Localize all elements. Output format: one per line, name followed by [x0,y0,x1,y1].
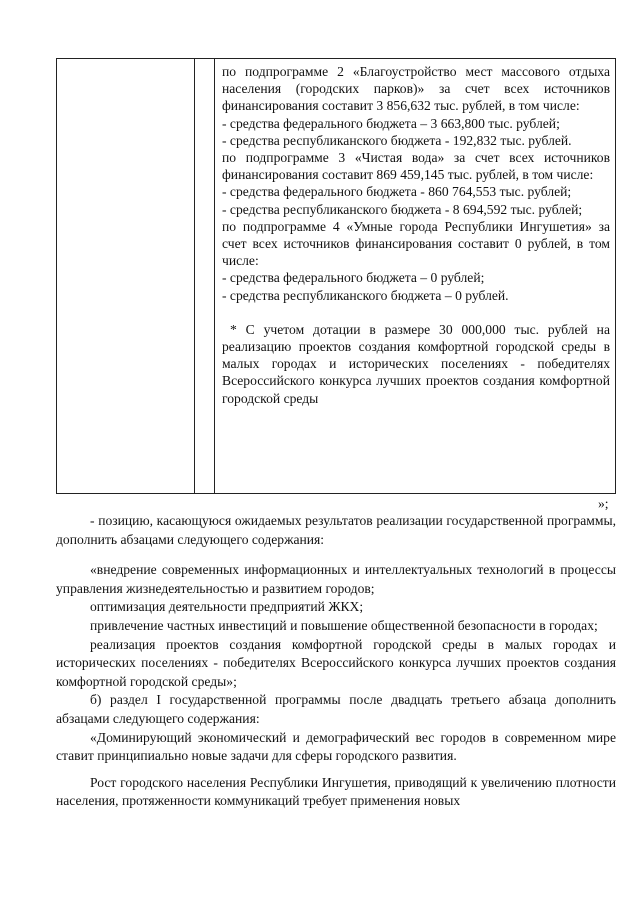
table-paragraph: - средства федерального бюджета – 3 663,800 тыс. рублей; [222,115,560,131]
table-paragraph: - средства федерального бюджета - 860 764,553 тыс. рублей; [222,184,572,200]
financing-cell-text [222,63,610,407]
body-paragraph: «Доминирующий экономический и демографический вес городов в современном мире ставит принципиально новые задачи для сферы городского развития. [56,729,616,764]
table-paragraph: по подпрограмме 2 «Благоустройство мест массового отдыха населения (городских парков)» за счет всех источников финансирования составит 3 856,632 тыс. рублей, в том числе: [222,64,610,114]
body-paragraph: «внедрение современных информационных и интеллектуальных технологий в процессы управления жизнедеятельностью и развитием городов; [56,562,616,596]
body-paragraph: привлечение частных инвестиций и повышение общественной безопасности в городах; [90,617,598,633]
document-body [56,512,616,811]
body-paragraph: Рост городского населения Республики Ингушетия, приводящий к увеличению плотности населения, протяженности коммуникаций требует применения новых [56,774,616,809]
table-paragraph: - средства республиканского бюджета - 192,832 тыс. рублей. [222,132,572,148]
table-column-divider [194,59,195,493]
table-footnote: * С учетом дотации в размере 30 000,000 тыс. рублей на реализацию проектов создания комфортной городской среды в малых городах и исторических поселениях - победителях Всероссийского конкурса лучших проектов создания комфортной городской среды [222,321,610,406]
table-column-divider [214,59,215,493]
body-paragraph: б) раздел I государственной программы после двадцать третьего абзаца дополнить абзацами следующего содержания: [56,692,616,726]
table-paragraph: - средства республиканского бюджета – 0 рублей. [222,287,509,303]
body-paragraph: - позицию, касающуюся ожидаемых результатов реализации государственной программы, дополнить абзацами следующего содержания: [56,513,616,547]
table-paragraph: - средства республиканского бюджета - 8 694,592 тыс. рублей; [222,201,583,217]
table-paragraph: по подпрограмме 3 «Чистая вода» за счет всех источников финансирования составит 869 459,145 тыс. рублей, в том числе: [222,150,610,183]
financing-table [56,58,616,494]
closing-quote-mark: »; [598,496,609,511]
body-paragraph: оптимизация деятельности предприятий ЖКХ; [90,599,364,615]
table-paragraph: по подпрограмме 4 «Умные города Республики Ингушетия» за счет всех источников финансирования составит 0 рублей, в том числе: [222,218,610,269]
body-paragraph: реализация проектов создания комфортной городской среды в малых городах и исторических поселениях - победителях Всероссийского конкурса лучших проектов создания комфортной городской среды»; [56,636,616,689]
table-paragraph: - средства федерального бюджета – 0 рублей; [222,270,485,286]
